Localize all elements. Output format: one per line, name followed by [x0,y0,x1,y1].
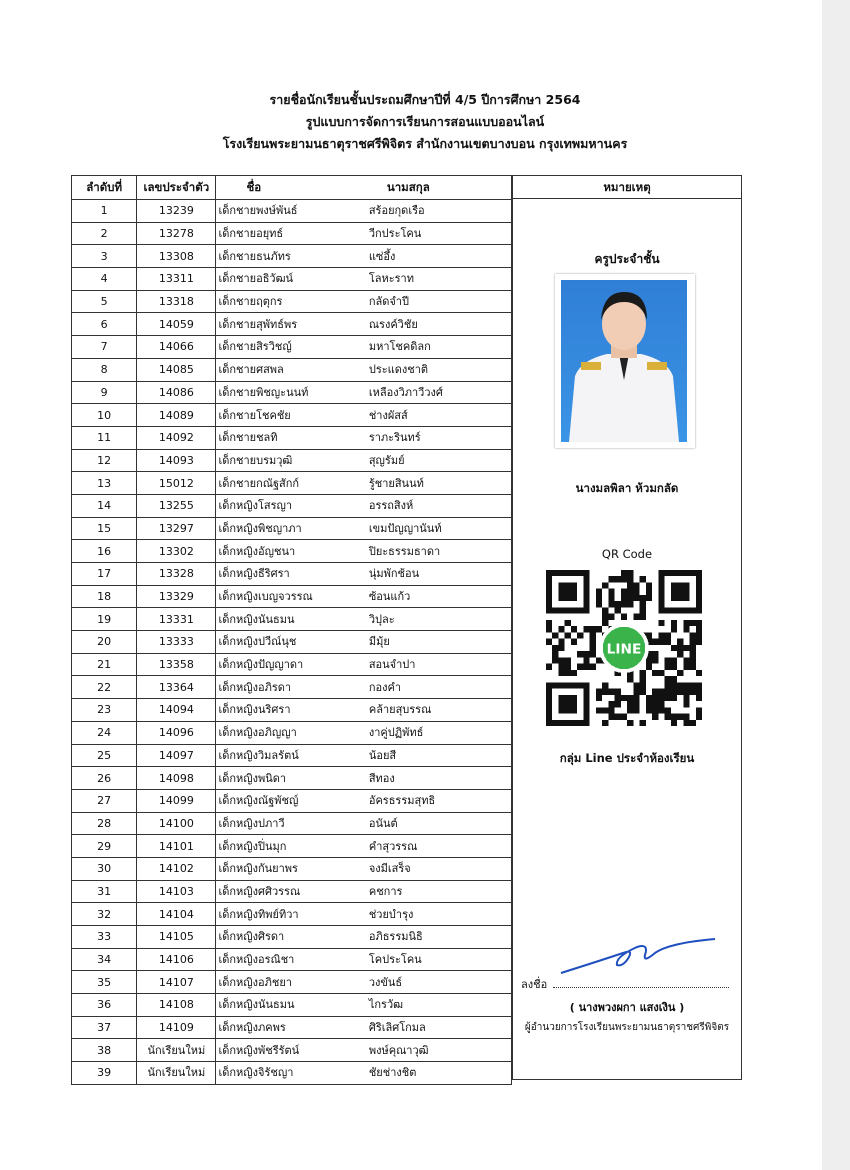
row-no-cell: 18 [72,585,137,608]
table-row [72,563,512,586]
row-surname-cell: เขมปัญญานันท์ [367,517,512,540]
table-row [72,381,512,404]
row-id-cell: 14092 [137,426,216,449]
row-no-cell: 39 [72,1062,137,1085]
table-row [72,313,512,336]
row-surname-cell: อภิธรรมนิธิ [367,926,512,949]
row-id-cell: 14105 [137,926,216,949]
row-no-cell: 4 [72,268,137,291]
row-no-cell: 11 [72,426,137,449]
row-surname-cell: โคประโคน [367,948,512,971]
row-surname-cell: ช่วยบำรุง [367,903,512,926]
row-id-cell: 13302 [137,540,216,563]
row-no-cell: 33 [72,926,137,949]
row-no-cell: 28 [72,812,137,835]
page-edge [822,0,850,1170]
row-surname-cell: ซ้อนแก้ว [367,585,512,608]
table-row [72,404,512,427]
row-no-cell: 22 [72,676,137,699]
row-name-cell: เด็กหญิงภคพร [216,1016,367,1039]
row-name-cell: เด็กหญิงกันยาพร [216,857,367,880]
col-id-header: เลขประจำตัว [137,176,216,200]
row-name-cell: เด็กหญิงนันธมน [216,994,367,1017]
row-name-cell: เด็กหญิงปภาวี [216,812,367,835]
row-name-cell: เด็กหญิงพนิดา [216,767,367,790]
table-row [72,1039,512,1062]
row-name-cell: เด็กหญิงจิรัชญา [216,1062,367,1085]
row-surname-cell: สอนจำปา [367,653,512,676]
row-name-cell: เด็กหญิงณัฐพัชญ์ [216,789,367,812]
row-name-cell: เด็กชายศสพล [216,358,367,381]
row-no-cell: 30 [72,857,137,880]
row-name-cell: เด็กชายบรมวุฒิ [216,449,367,472]
table-row [72,585,512,608]
document-subtitle: รูปแบบการจัดการเรียนการสอนแบบออนไลน์ [305,114,545,129]
row-surname-cell: วิปุละ [367,608,512,631]
table-row [72,857,512,880]
row-id-cell: 13278 [137,222,216,245]
row-surname-cell: อัครธรรมสุทธิ [367,789,512,812]
table-row [72,903,512,926]
row-name-cell: เด็กหญิงนันธมน [216,608,367,631]
row-id-cell: 13311 [137,268,216,291]
row-id-cell: 14106 [137,948,216,971]
row-surname-cell: กลัดจำปี [367,290,512,313]
col-notes-header: หมายเหตุ [513,176,741,199]
table-row [72,540,512,563]
row-id-cell: 14099 [137,789,216,812]
row-surname-cell: ปิยะธรรมธาดา [367,540,512,563]
row-no-cell: 19 [72,608,137,631]
col-surname-header: นามสกุล [367,176,512,200]
row-surname-cell: สร้อยกุดเรือ [367,200,512,223]
row-surname-cell: ช่างผัสส์ [367,404,512,427]
row-name-cell: เด็กชายอธิวัฒน์ [216,268,367,291]
row-id-cell: 13308 [137,245,216,268]
row-surname-cell: มหาโชคดิลก [367,336,512,359]
row-id-cell: 14066 [137,336,216,359]
teacher-name: นางมลพิลา ห้วมกลัด [575,481,679,495]
row-surname-cell: คำสุวรรณ [367,835,512,858]
table-row [72,880,512,903]
row-surname-cell: ณรงค์วิชัย [367,313,512,336]
row-surname-cell: คล้ายสุบรรณ [367,699,512,722]
row-no-cell: 15 [72,517,137,540]
table-row [72,835,512,858]
signer-name: ( นางพวงผกา แสงเงิน ) [569,1001,685,1014]
row-name-cell: เด็กหญิงปัญญาดา [216,653,367,676]
row-name-cell: เด็กชายกณัฐสักก์ [216,472,367,495]
signature-mark [559,931,719,981]
row-surname-cell: แซ่อึ้ง [367,245,512,268]
row-surname-cell: มีมุ้ย [367,631,512,654]
row-no-cell: 13 [72,472,137,495]
table-row [72,699,512,722]
table-row [72,653,512,676]
row-surname-cell: ชัยช่างชิต [367,1062,512,1085]
qr-title: QR Code [601,547,653,561]
row-name-cell: เด็กชายสุพัทธ์พร [216,313,367,336]
row-id-cell: 14098 [137,767,216,790]
row-id-cell: 14094 [137,699,216,722]
table-row [72,358,512,381]
row-id-cell: 14108 [137,994,216,1017]
teacher-portrait-image [561,280,687,442]
row-no-cell: 26 [72,767,137,790]
row-name-cell: เด็กหญิงอภิรดา [216,676,367,699]
row-name-cell: เด็กหญิงศิรดา [216,926,367,949]
table-row [72,676,512,699]
row-id-cell: 14103 [137,880,216,903]
table-row [72,971,512,994]
row-no-cell: 9 [72,381,137,404]
row-no-cell: 17 [72,563,137,586]
table-row [72,472,512,495]
row-id-cell: 13239 [137,200,216,223]
row-name-cell: เด็กชายพงษ์พันธ์ [216,200,367,223]
row-id-cell: นักเรียนใหม่ [137,1039,216,1062]
table-row [72,948,512,971]
row-surname-cell: ราภะรินทร์ [367,426,512,449]
row-no-cell: 31 [72,880,137,903]
teacher-photo [555,274,695,448]
row-name-cell: เด็กหญิงอัญชนา [216,540,367,563]
row-id-cell: 13255 [137,494,216,517]
row-id-cell: 14101 [137,835,216,858]
table-row [72,336,512,359]
row-surname-cell: อรรถสิงห์ [367,494,512,517]
row-id-cell: 14093 [137,449,216,472]
row-surname-cell: น้อยสี [367,744,512,767]
row-name-cell: เด็กหญิงพิชญาภา [216,517,367,540]
table-row [72,290,512,313]
row-surname-cell: งาคู่ปฏิพัทธ์ [367,721,512,744]
row-surname-cell: พงษ์คุณาวุฒิ [367,1039,512,1062]
signature-line [553,975,729,988]
row-no-cell: 3 [72,245,137,268]
row-surname-cell: สุญรัมย์ [367,449,512,472]
row-name-cell: เด็กชายฤตุกร [216,290,367,313]
row-id-cell: 14102 [137,857,216,880]
row-no-cell: 16 [72,540,137,563]
row-name-cell: เด็กหญิงปวีณ์นุช [216,631,367,654]
row-name-cell: เด็กหญิงวิมลรัตน์ [216,744,367,767]
line-qr-code[interactable] [546,570,702,726]
row-name-cell: เด็กชายพิชญะนนท์ [216,381,367,404]
row-id-cell: 13358 [137,653,216,676]
row-id-cell: 14097 [137,744,216,767]
table-row [72,222,512,245]
row-name-cell: เด็กหญิงธีริศรา [216,563,367,586]
row-name-cell: เด็กหญิงอรณิชา [216,948,367,971]
row-surname-cell: รู้ชายสินนท์ [367,472,512,495]
line-group-label: กลุ่ม Line ประจำห้องเรียน [559,751,695,765]
table-row [72,994,512,1017]
table-row [72,812,512,835]
table-row [72,1016,512,1039]
row-name-cell: เด็กหญิงศศิวรรณ [216,880,367,903]
table-row [72,926,512,949]
row-no-cell: 1 [72,200,137,223]
row-name-cell: เด็กชายอยุทธ์ [216,222,367,245]
row-id-cell: 13331 [137,608,216,631]
row-name-cell: เด็กหญิงปิ่นมุก [216,835,367,858]
row-no-cell: 21 [72,653,137,676]
row-no-cell: 25 [72,744,137,767]
row-name-cell: เด็กหญิงเบญจวรรณ [216,585,367,608]
row-no-cell: 8 [72,358,137,381]
line-logo-text: LINE [606,641,642,658]
table-row [72,767,512,790]
row-id-cell: 13297 [137,517,216,540]
row-no-cell: 6 [72,313,137,336]
row-no-cell: 2 [72,222,137,245]
row-name-cell: เด็กชายธนภัทร [216,245,367,268]
row-no-cell: 27 [72,789,137,812]
row-id-cell: 14085 [137,358,216,381]
row-no-cell: 12 [72,449,137,472]
row-no-cell: 37 [72,1016,137,1039]
row-id-cell: 13318 [137,290,216,313]
row-id-cell: 14100 [137,812,216,835]
row-id-cell: 14096 [137,721,216,744]
table-row [72,426,512,449]
row-id-cell: นักเรียนใหม่ [137,1062,216,1085]
row-no-cell: 35 [72,971,137,994]
row-no-cell: 20 [72,631,137,654]
row-surname-cell: ศิริเลิศโกมล [367,1016,512,1039]
table-row [72,245,512,268]
row-no-cell: 10 [72,404,137,427]
row-name-cell: เด็กหญิงทิพย์ทิวา [216,903,367,926]
row-surname-cell: นุ่มพักช้อน [367,563,512,586]
row-surname-cell: ไกรวัฒ [367,994,512,1017]
row-id-cell: 14086 [137,381,216,404]
row-no-cell: 34 [72,948,137,971]
table-row [72,1062,512,1085]
row-id-cell: 14107 [137,971,216,994]
row-id-cell: 14059 [137,313,216,336]
document-title: รายชื่อนักเรียนชั้นประถมศึกษาปีที่ 4/5 ปีการศึกษา 2564 [269,92,581,107]
table-row [72,517,512,540]
row-no-cell: 36 [72,994,137,1017]
row-name-cell: เด็กชายโชคชัย [216,404,367,427]
table-row [72,200,512,223]
table-row [72,449,512,472]
table-row [72,268,512,291]
row-name-cell: เด็กหญิงนริศรา [216,699,367,722]
row-id-cell: 15012 [137,472,216,495]
row-id-cell: 13333 [137,631,216,654]
row-surname-cell: จงมีเสร็จ [367,857,512,880]
row-id-cell: 14109 [137,1016,216,1039]
row-name-cell: เด็กชายชลทิ [216,426,367,449]
row-name-cell: เด็กหญิงพัชรีรัตน์ [216,1039,367,1062]
row-no-cell: 14 [72,494,137,517]
row-no-cell: 24 [72,721,137,744]
row-id-cell: 14104 [137,903,216,926]
row-name-cell: เด็กหญิงอภิชยา [216,971,367,994]
row-surname-cell: ประแดงชาติ [367,358,512,381]
table-row [72,744,512,767]
col-no-header: ลำดับที่ [72,176,137,200]
col-name-header: ชื่อ [216,176,367,200]
table-row [72,721,512,744]
notes-panel [512,175,742,1080]
row-name-cell: เด็กหญิงอภิญญา [216,721,367,744]
row-surname-cell: วีกประโคน [367,222,512,245]
table-header-row [72,176,512,200]
row-no-cell: 5 [72,290,137,313]
row-no-cell: 23 [72,699,137,722]
signer-position: ผู้อำนวยการโรงเรียนพระยามนธาตุราชศรีพิจิตร [524,1022,730,1033]
table-row [72,789,512,812]
row-surname-cell: กองคำ [367,676,512,699]
student-table [71,175,512,1085]
row-no-cell: 32 [72,903,137,926]
teacher-title: ครูประจำชั้น [594,252,660,266]
row-no-cell: 29 [72,835,137,858]
table-row [72,608,512,631]
row-name-cell: เด็กหญิงโสรญา [216,494,367,517]
signature-label: ลงชื่อ [521,978,548,991]
table-row [72,494,512,517]
row-id-cell: 13364 [137,676,216,699]
row-surname-cell: สีทอง [367,767,512,790]
row-id-cell: 14089 [137,404,216,427]
row-no-cell: 7 [72,336,137,359]
row-id-cell: 13328 [137,563,216,586]
row-name-cell: เด็กชายสิรวิชญ์ [216,336,367,359]
row-surname-cell: คชการ [367,880,512,903]
table-row [72,631,512,654]
row-surname-cell: วงขันธ์ [367,971,512,994]
row-surname-cell: อนันต์ [367,812,512,835]
row-surname-cell: โลหะราท [367,268,512,291]
row-no-cell: 38 [72,1039,137,1062]
row-surname-cell: เหลืองวิภาวีวงศ์ [367,381,512,404]
school-line: โรงเรียนพระยามนธาตุราชศรีพิจิตร สำนักงานเขตบางบอน กรุงเทพมหานคร [222,136,628,151]
row-id-cell: 13329 [137,585,216,608]
